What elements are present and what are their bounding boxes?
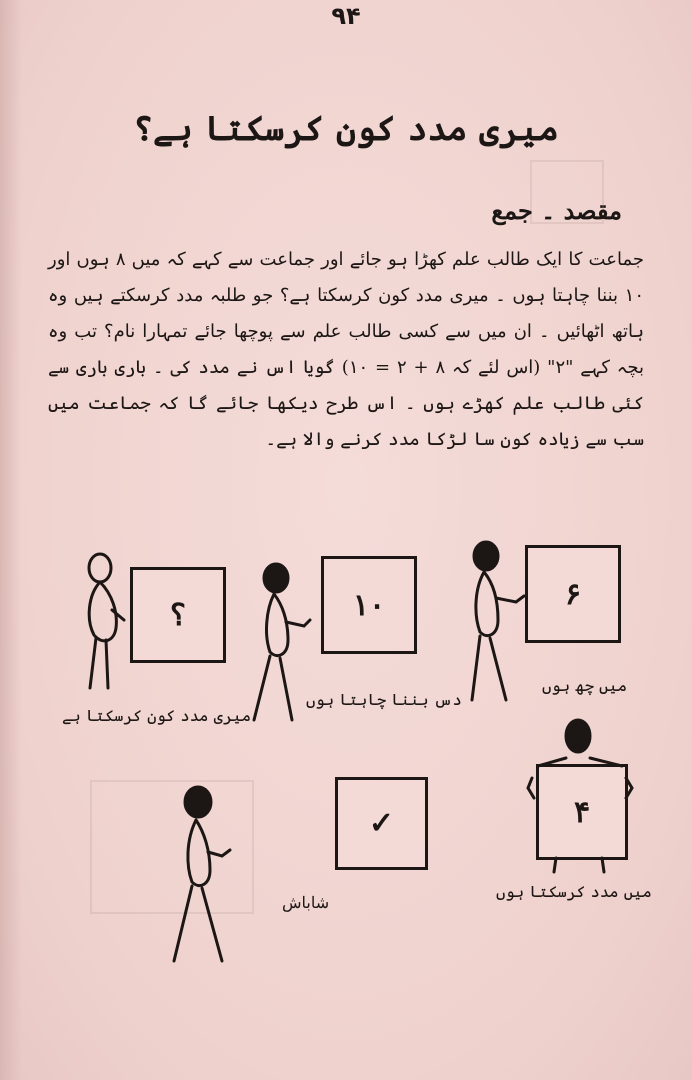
question-mark-card [130,567,226,663]
caption-i-am-six: میں چھ ہوں [542,676,628,695]
page-number: ۹۴ [331,2,361,30]
child-figure-six [466,540,536,710]
number-six-card [525,545,621,643]
activity-paragraph: جماعت کا ایک طالب علم کھڑا ہو جائے اور جماعت سے کہے کہ میں ۸ ہوں اور ۱۰ بننا چاہتا ہوں ۔ میری مدد کون کرسکتا ہے؟ جو طلبہ مدد کرسکتے ہیں وہ ہاتھ اٹھائیں ۔ ان میں سے کسی طالب علم سے پوچھا جائے تمہارا نام؟ تب وہ بچہ کہے "۲" (اس لئے کہ ۸ + ۲ = ۱۰) گویا اس نے مدد کی ۔ باری باری سے کئی طالب علم کھڑے ہوں ۔ اس طرح دیکھا جائے گا کہ جماعت میں سب سے زیادہ کون سا لڑکا مدد کرنے والا ہے۔ [48,249,644,450]
objective-heading: مقصد ۔ جمع [491,196,622,225]
child-figure-asking [78,550,138,700]
caption-i-can-help: میں مدد کرسکتا ہوں [496,882,652,901]
number-four-label: ۴ [573,794,591,830]
caption-well-done: شاباش [282,893,330,912]
number-ten-label: ۱۰ [352,587,386,623]
number-six-label: ۶ [564,576,582,612]
child-figure-holding-card [526,718,636,878]
number-ten-card [321,556,417,654]
child-figure-waiting [168,786,238,966]
caption-who-helps: میری مدد کون کرسکتا ہے [62,706,252,725]
caption-want-ten: دس بننا چاہتا ہوں [306,690,462,709]
checkmark-card [335,777,428,870]
question-mark-label: ؟ [170,597,186,633]
checkmark-icon: ✓ [368,806,395,841]
page-title: میری مدد کون کرسکتا ہے؟ [133,109,559,149]
